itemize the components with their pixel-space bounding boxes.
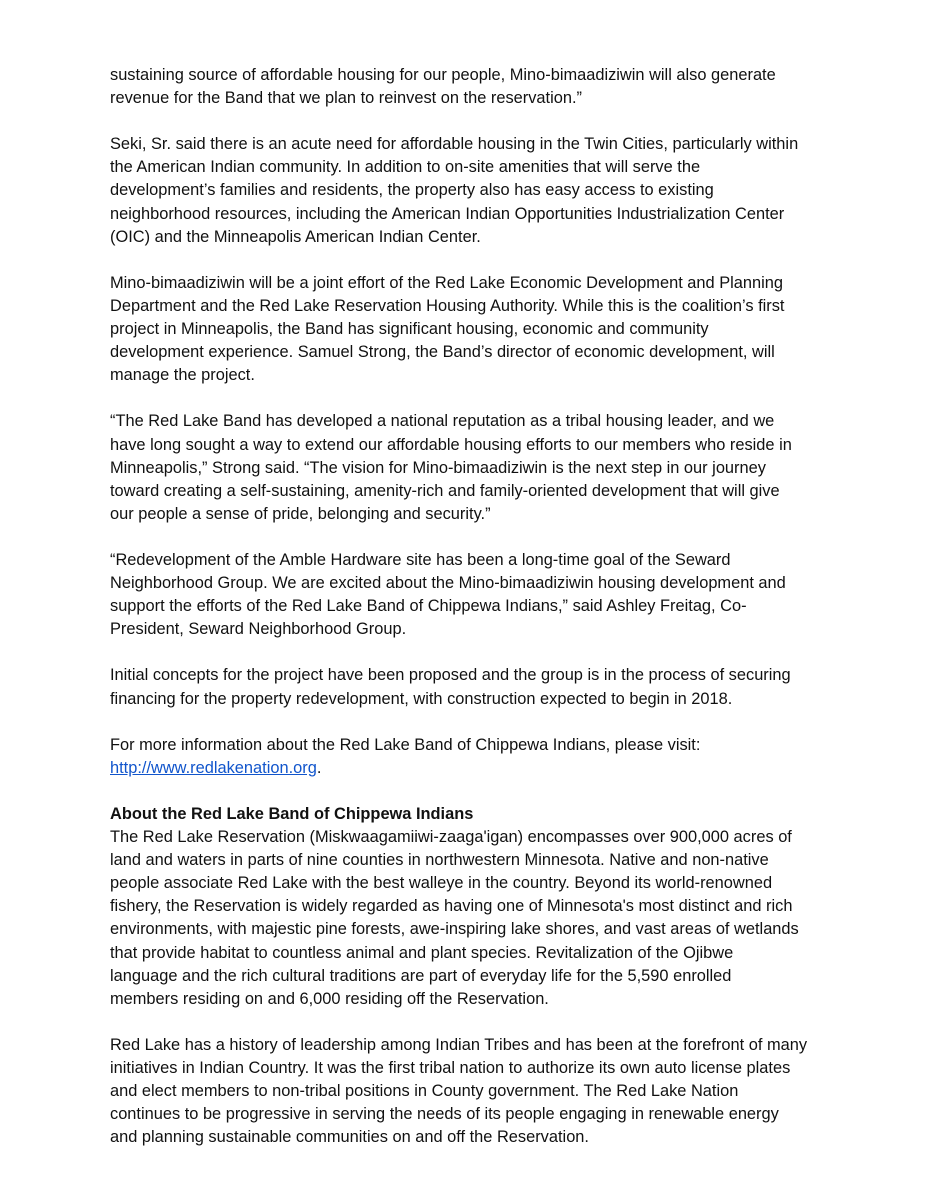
paragraph-4 <box>110 410 830 525</box>
paragraph-line: (OIC) and the Minneapolis American Indian Center. <box>110 227 481 246</box>
more-info-text: For more information about the Red Lake Band of Chippewa Indians, please visit: <box>110 735 701 754</box>
more-info-paragraph <box>110 734 830 780</box>
about-line: language and the rich cultural traditions are part of everyday life for the 5,590 enrolled <box>110 966 732 985</box>
paragraph-line: President, Seward Neighborhood Group. <box>110 620 407 639</box>
about-line: that provide habitat to countless animal and plant species. Revitalization of the Ojibwe <box>110 943 734 962</box>
link-suffix: . <box>316 758 322 777</box>
about-section <box>110 803 830 1011</box>
paragraph-line: financing for the property redevelopment, with construction expected to begin in 2018. <box>110 689 733 708</box>
paragraph-line: development experience. Samuel Strong, the Band’s director of economic development, will <box>110 343 775 362</box>
paragraph-line: Minneapolis,” Strong said. “The vision for Mino-bimaadiziwin is the next step in our journey <box>110 458 766 477</box>
paragraph-line: Initial concepts for the project have been proposed and the group is in the process of securing <box>110 666 791 685</box>
paragraph-line: “The Red Lake Band has developed a national reputation as a tribal housing leader, and we <box>110 412 775 431</box>
body-paragraphs <box>110 64 830 711</box>
paragraph-6 <box>110 664 830 710</box>
about-line: land and waters in parts of nine counties in northwestern Minnesota. Native and non-native <box>110 851 769 870</box>
paragraph-line: toward creating a self-sustaining, amenity-rich and family-oriented development that will give <box>110 481 780 500</box>
paragraph-3 <box>110 272 830 387</box>
about-line: environments, with majestic pine forests, awe-inspiring lake shores, and vast areas of wetlands <box>110 920 799 939</box>
paragraph-line: sustaining source of affordable housing for our people, Mino-bimaadiziwin will also generate <box>110 66 776 84</box>
paragraph-line: our people a sense of pride, belonging and security.” <box>110 504 491 523</box>
paragraph-1 <box>110 64 830 110</box>
paragraph-line: development’s families and residents, the property also has easy access to existing <box>110 181 714 200</box>
about-line: fishery, the Reservation is widely regarded as having one of Minnesota's most distinct and rich <box>110 897 793 916</box>
paragraph-line: project in Minneapolis, the Band has significant housing, economic and community <box>110 320 709 339</box>
paragraph-line: Mino-bimaadiziwin will be a joint effort of the Red Lake Economic Development and Planning <box>110 273 783 292</box>
paragraph-line: neighborhood resources, including the American Indian Opportunities Industrialization Center <box>110 204 785 223</box>
history-line: and planning sustainable communities on and off the Reservation. <box>110 1128 589 1147</box>
history-line: Red Lake has a history of leadership among Indian Tribes and has been at the forefront of many <box>110 1035 808 1054</box>
paragraph-2 <box>110 133 830 248</box>
history-line: initiatives in Indian Country. It was the first tribal nation to authorize its own auto license plates <box>110 1059 791 1078</box>
about-line: The Red Lake Reservation (Miskwaagamiiwi-zaaga'igan) encompasses over 900,000 acres of <box>110 828 792 847</box>
paragraph-line: Department and the Red Lake Reservation Housing Authority. While this is the coalition’s first <box>110 296 785 315</box>
about-heading: About the Red Lake Band of Chippewa Indians <box>110 805 474 823</box>
paragraph-line: manage the project. <box>110 366 255 385</box>
paragraph-line: the American Indian community. In addition to on-site amenities that will serve the <box>110 158 701 177</box>
paragraph-line: Neighborhood Group. We are excited about the Mino-bimaadiziwin housing development and <box>110 574 786 593</box>
history-paragraph <box>110 1034 830 1149</box>
paragraph-line: support the efforts of the Red Lake Band of Chippewa Indians,” said Ashley Freitag, Co- <box>110 597 747 616</box>
about-lines <box>110 826 830 1011</box>
document-page <box>110 64 830 1149</box>
paragraph-line: revenue for the Band that we plan to reinvest on the reservation.” <box>110 89 582 108</box>
about-line: people associate Red Lake with the best walleye in the country. Beyond its world-renowned <box>110 874 773 893</box>
paragraph-line: Seki, Sr. said there is an acute need for affordable housing in the Twin Cities, particularly within <box>110 135 799 154</box>
paragraph-5 <box>110 549 830 641</box>
more-info-link-line <box>110 757 830 780</box>
history-line: and elect members to non-tribal positions in County government. The Red Lake Nation <box>110 1082 739 1101</box>
about-line: members residing on and 6,000 residing off the Reservation. <box>110 989 549 1008</box>
paragraph-line: “Redevelopment of the Amble Hardware site has been a long-time goal of the Seward <box>110 550 731 569</box>
history-line: continues to be progressive in serving the needs of its people engaging in renewable energy <box>110 1105 779 1124</box>
redlakenation-link[interactable]: http://www.redlakenation.org <box>110 758 317 777</box>
paragraph-line: have long sought a way to extend our affordable housing efforts to our members who reside in <box>110 435 792 454</box>
